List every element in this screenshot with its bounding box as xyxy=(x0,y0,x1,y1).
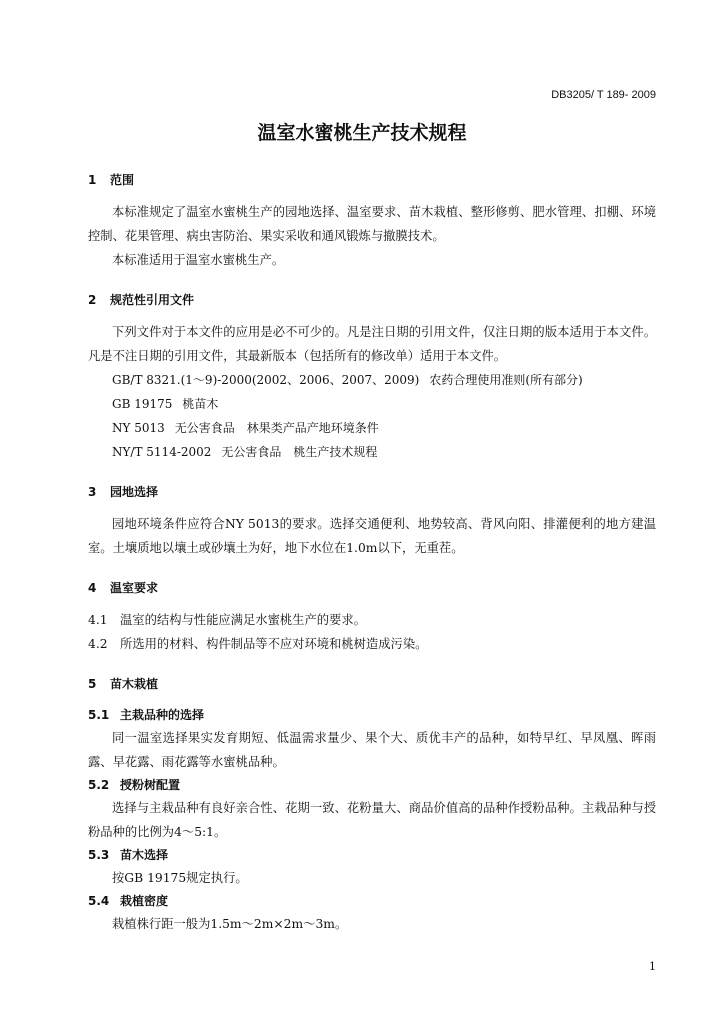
subsection-title: 苗木选择 xyxy=(120,848,169,862)
paragraph: 园地环境条件应符合NY 5013的要求。选择交通便利、地势较高、背风向阳、排灌便利的地方建温室。土壤质地以壤土或砂壤土为好，地下水位在1.0m以下，无重茬。 xyxy=(88,517,656,555)
paragraph: 按GB 19175规定执行。 xyxy=(112,871,248,885)
clause-number: 4.1 xyxy=(88,613,108,627)
reference-item xyxy=(88,392,656,416)
reference-item xyxy=(88,440,656,464)
section-number: 4 xyxy=(88,581,97,595)
section-3-heading xyxy=(88,482,656,502)
subsection-number: 5.1 xyxy=(88,708,110,722)
clause-text: 所选用的材料、构件制品等不应对环境和桃树造成污染。 xyxy=(120,637,428,651)
subsection-5-1-heading xyxy=(88,704,656,726)
document-title: 温室水蜜桃生产技术规程 xyxy=(257,122,467,144)
subsection-5-3-heading xyxy=(88,844,656,866)
clause-text: 温室的结构与性能应满足水蜜桃生产的要求。 xyxy=(120,613,366,627)
standard-code: DB3205/ T 189- 2009 xyxy=(551,89,656,101)
reference-name: 无公害食品 林果类产品产地环境条件 xyxy=(174,421,379,435)
section-number: 2 xyxy=(88,293,97,307)
reference-item xyxy=(88,416,656,440)
clause-number: 4.2 xyxy=(88,637,108,651)
subsection-5-2-heading xyxy=(88,774,656,796)
section-title: 园地选择 xyxy=(110,485,159,499)
subsection-title: 授粉树配置 xyxy=(120,778,181,792)
subsection-number: 5.4 xyxy=(88,894,110,908)
reference-name: 无公害食品 桃生产技术规程 xyxy=(221,445,378,459)
section-5-heading xyxy=(88,674,656,694)
section-number: 1 xyxy=(88,173,97,187)
document-body xyxy=(88,170,656,936)
subsection-number: 5.2 xyxy=(88,778,110,792)
paragraph: 同一温室选择果实发育期短、低温需求量少、果个大、质优丰产的品种，如特早红、早凤凰、晖雨露、早花露、雨花露等水蜜桃品种。 xyxy=(88,731,656,769)
section-title: 温室要求 xyxy=(110,581,159,595)
reference-code: NY 5013 xyxy=(112,421,165,435)
clause-item xyxy=(88,608,656,632)
reference-name: 农药合理使用准则(所有部分) xyxy=(429,373,583,387)
section-number: 3 xyxy=(88,485,97,499)
subsection-title: 主栽品种的选择 xyxy=(120,708,205,722)
reference-code: GB/T 8321.(1～9)-2000(2002、2006、2007、2009) xyxy=(112,373,420,387)
subsection-5-4-heading xyxy=(88,890,656,912)
section-1-heading xyxy=(88,170,656,190)
reference-item xyxy=(88,368,656,392)
section-title: 范围 xyxy=(110,173,135,187)
paragraph: 栽植株行距一般为1.5m～2m×2m～3m。 xyxy=(112,917,348,931)
reference-code: GB 19175 xyxy=(112,397,173,411)
clause-item xyxy=(88,632,656,656)
paragraph: 本标准适用于温室水蜜桃生产。 xyxy=(112,253,285,267)
section-4-heading xyxy=(88,578,656,598)
subsection-number: 5.3 xyxy=(88,848,110,862)
paragraph: 本标准规定了温室水蜜桃生产的园地选择、温室要求、苗木栽植、整形修剪、肥水管理、扣棚、环境控制、花果管理、病虫害防治、果实采收和通风锻炼与撤膜技术。 xyxy=(88,205,656,243)
page-number: 1 xyxy=(649,960,656,973)
reference-code: NY/T 5114-2002 xyxy=(112,445,212,459)
subsection-title: 栽植密度 xyxy=(120,894,169,908)
section-title: 苗木栽植 xyxy=(110,677,159,691)
section-2-heading xyxy=(88,290,656,310)
section-number: 5 xyxy=(88,677,97,691)
paragraph: 选择与主栽品种有良好亲合性、花期一致、花粉量大、商品价值高的品种作授粉品种。主栽品种与授粉品种的比例为4～5:1。 xyxy=(88,801,656,839)
reference-name: 桃苗木 xyxy=(182,397,219,411)
section-title: 规范性引用文件 xyxy=(110,293,195,307)
paragraph: 下列文件对于本文件的应用是必不可少的。凡是注日期的引用文件，仅注日期的版本适用于本文件。凡是不注日期的引用文件，其最新版本（包括所有的修改单）适用于本文件。 xyxy=(88,325,656,363)
